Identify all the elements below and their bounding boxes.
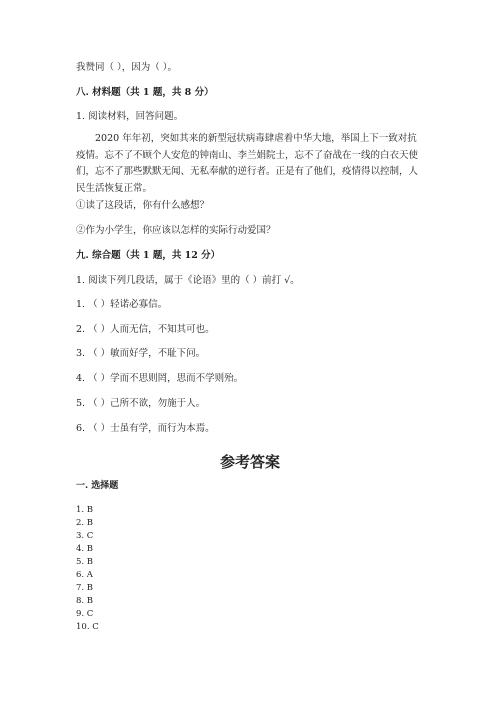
section-9-question: 1. 阅读下列几段话，属于《论语》里的（ ）前打 √。 [76,275,300,286]
material-passage: 2020 年年初，突如其来的新型冠状病毒肆虐着中华大地，举国上下一致对抗疫情。忘不了不顾个人安危的钟南山、李兰娟院士，忘不了奋战在一线的白衣天使们，忘不了那些默默无闻、无私奉献的逆行者。正是有了他们，疫情得以控制，人民生活恢复正常。 [76,133,419,194]
answer-section-heading: 一. 选择题 [76,481,119,491]
section-9-heading: 九. 综合题（共 1 题，共 12 分） [76,250,221,261]
list-item: 4. （ ）学而不思则罔，思而不学则殆。 [76,373,244,384]
agree-line: 我赞同（ ），因为（ ）。 [76,62,178,73]
answer-item: 8. B [76,596,94,606]
answer-item: 6. A [76,570,93,580]
answer-item: 5. B [76,557,94,567]
answer-item: 1. B [76,505,94,515]
section-8-heading: 八. 材料题（共 1 题，共 8 分） [76,87,214,98]
list-item: 6. （ ）士虽有学，而行为本焉。 [76,423,215,434]
sub-question-2: ②作为小学生，你应该以怎样的实际行动爱国？ [76,225,276,236]
list-item: 2. （ ）人而无信，不知其可也。 [76,324,215,335]
list-item: 3. （ ）敏而好学，不耻下问。 [76,348,206,359]
answer-item: 2. B [76,518,94,528]
list-item: 5. （ ）己所不欲，勿施于人。 [76,398,206,409]
list-item: 1. （ ）轻诺必寡信。 [76,299,168,310]
answer-item: 10. C [76,622,99,632]
answer-item: 7. B [76,583,94,593]
answer-title: 参考答案 [219,453,280,471]
sub-question-1: ①读了这段话，你有什么感想？ [76,200,210,211]
answer-item: 9. C [76,609,94,619]
answer-item: 3. C [76,531,94,541]
answer-item: 4. B [76,544,94,554]
section-8-question: 1. 阅读材料，回答问题。 [76,111,184,122]
